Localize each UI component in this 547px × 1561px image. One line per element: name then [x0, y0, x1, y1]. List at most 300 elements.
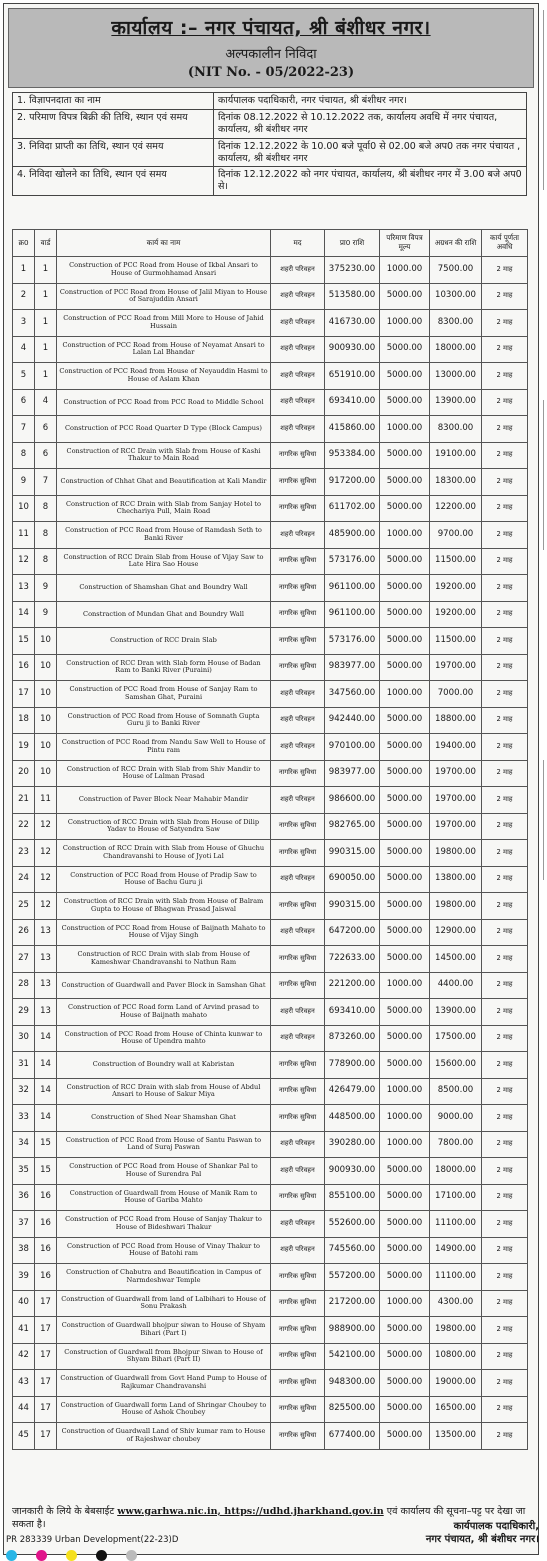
completion-period: 2 माह — [482, 601, 528, 628]
budget-head: नागरिक सुविधा — [271, 654, 325, 681]
completion-period: 2 माह — [482, 495, 528, 522]
estimated-amount: 961100.00 — [325, 575, 380, 602]
estimated-amount: 900930.00 — [325, 336, 380, 363]
estimated-amount: 677400.00 — [325, 1423, 380, 1450]
serial-number: 14 — [13, 601, 35, 628]
estimated-amount: 426479.00 — [325, 1078, 380, 1105]
bq-cost: 1000.00 — [380, 1131, 430, 1158]
work-name: Constraction of Mundan Ghat and Boundry Wall — [57, 601, 271, 628]
budget-head: नागरिक सुविधा — [271, 760, 325, 787]
bq-cost: 5000.00 — [380, 866, 430, 893]
work-name: Construction of Guardwall from House of Manik Ram to House of Gariba Mahto — [57, 1184, 271, 1211]
budget-head: नागरिक सुविधा — [271, 442, 325, 469]
info-row — [13, 93, 527, 110]
completion-period: 2 माह — [482, 760, 528, 787]
serial-number: 44 — [13, 1396, 35, 1423]
serial-number: 17 — [13, 681, 35, 708]
completion-period: 2 माह — [482, 893, 528, 920]
serial-number: 39 — [13, 1264, 35, 1291]
budget-head: नागरिक सुविधा — [271, 601, 325, 628]
work-name: Construction of Guardwall bhojpur siwan to House of Shyam Bihari (Part I) — [57, 1317, 271, 1344]
serial-number: 30 — [13, 1025, 35, 1052]
info-value: दिनांक 08.12.2022 से 10.12.2022 तक, कार्यालय अवधि में नगर पंचायत, कार्यालय, श्री बंशीधर नगर — [214, 109, 527, 138]
earnest-money: 19800.00 — [430, 840, 482, 867]
tender-info-table — [12, 92, 527, 196]
ward-number: 13 — [35, 972, 57, 999]
table-row — [13, 1184, 528, 1211]
table-row — [13, 1317, 528, 1344]
col-head-header: मद — [271, 230, 325, 257]
table-row — [13, 1131, 528, 1158]
ward-number: 1 — [35, 336, 57, 363]
completion-period: 2 माह — [482, 1025, 528, 1052]
budget-head: नागरिक सुविधा — [271, 813, 325, 840]
earnest-money: 8300.00 — [430, 416, 482, 443]
work-name: Construction of PCC Road from House of Vinay Thakur to House of Batohi ram — [57, 1237, 271, 1264]
estimated-amount: 873260.00 — [325, 1025, 380, 1052]
ward-number: 10 — [35, 707, 57, 734]
work-name: Construction of RCC Drain with Slab from House of Dilip Yadav to House of Satyendra Saw — [57, 813, 271, 840]
nit-number: (NIT No. - 05/2022-23) — [187, 65, 355, 80]
table-row — [13, 893, 528, 920]
column-rule — [543, 10, 544, 190]
earnest-money: 10300.00 — [430, 283, 482, 310]
earnest-money: 18300.00 — [430, 469, 482, 496]
bq-cost: 5000.00 — [380, 1025, 430, 1052]
estimated-amount: 722633.00 — [325, 946, 380, 973]
budget-head: शहरी परिवहन — [271, 310, 325, 337]
ward-number: 10 — [35, 654, 57, 681]
work-name: Construction of Chhat Ghat and Beautification at Kali Mandir — [57, 469, 271, 496]
work-name: Construction of PCC Road from House of Chinta kunwar to House of Upendra mahto — [57, 1025, 271, 1052]
table-row — [13, 1078, 528, 1105]
bq-cost: 1000.00 — [380, 416, 430, 443]
budget-head: शहरी परिवहन — [271, 283, 325, 310]
registration-dot — [6, 1550, 17, 1561]
footer-info-suffix: एवं कार्यालय की सूचना–पट्ट पर देखा जा सकता है। — [12, 1506, 526, 1530]
earnest-money: 13800.00 — [430, 866, 482, 893]
work-name: Construction of RCC Drain with Slab from Sanjay Hotel to Chechariya Pull, Main Road — [57, 495, 271, 522]
estimated-amount: 415860.00 — [325, 416, 380, 443]
serial-number: 25 — [13, 893, 35, 920]
bq-cost: 5000.00 — [380, 813, 430, 840]
info-value: दिनांक 12.12.2022 को नगर पंचायत, कार्यालय, श्री बंशीधर नगर में 3.00 बजे अप0 से। — [214, 167, 527, 196]
table-row — [13, 283, 528, 310]
budget-head: शहरी परिवहन — [271, 1025, 325, 1052]
estimated-amount: 557200.00 — [325, 1264, 380, 1291]
budget-head: शहरी परिवहन — [271, 707, 325, 734]
estimated-amount: 552600.00 — [325, 1211, 380, 1238]
serial-number: 3 — [13, 310, 35, 337]
work-name: Construction of PCC Road from House of Baijnath Mahato to House of Vijay Singh — [57, 919, 271, 946]
info-row — [13, 138, 527, 167]
bq-cost: 5000.00 — [380, 1423, 430, 1450]
completion-period: 2 माह — [482, 866, 528, 893]
budget-head: शहरी परिवहन — [271, 522, 325, 549]
earnest-money: 19700.00 — [430, 654, 482, 681]
earnest-money: 19800.00 — [430, 893, 482, 920]
work-name: Construction of PCC Road form Land of Arvind prasad to House of Baijnath mahato — [57, 999, 271, 1026]
ward-number: 17 — [35, 1343, 57, 1370]
ward-number: 9 — [35, 601, 57, 628]
table-row — [13, 972, 528, 999]
table-row — [13, 442, 528, 469]
ward-number: 12 — [35, 813, 57, 840]
table-row — [13, 1025, 528, 1052]
column-rule — [543, 400, 544, 550]
ward-number: 1 — [35, 363, 57, 390]
col-ward-header: वार्ड — [35, 230, 57, 257]
table-row — [13, 999, 528, 1026]
completion-period: 2 माह — [482, 999, 528, 1026]
earnest-money: 12900.00 — [430, 919, 482, 946]
budget-head: नागरिक सुविधा — [271, 1423, 325, 1450]
serial-number: 28 — [13, 972, 35, 999]
estimated-amount: 647200.00 — [325, 919, 380, 946]
work-name: Construction of Guardwall from Govt Hand Pump to House of Rajkumar Chandravanshi — [57, 1370, 271, 1397]
work-name: Construction of RCC Drain with slab from House of Abdul Ansari to House of Sakur Miya — [57, 1078, 271, 1105]
signatory-designation: कार्यपालक पदाधिकारी, — [453, 1521, 539, 1532]
info-value: दिनांक 12.12.2022 के 10.00 बजे पूर्वा0 से 02.00 बजे अप0 तक नगर पंचायत , कार्यालय, श्री बंशीधर नगर — [214, 138, 527, 167]
ward-number: 13 — [35, 919, 57, 946]
ward-number: 17 — [35, 1370, 57, 1397]
completion-period: 2 माह — [482, 522, 528, 549]
earnest-money: 12200.00 — [430, 495, 482, 522]
signatory-office: नगर पंचायत, श्री बंशीधर नगर। — [425, 1534, 539, 1545]
bq-cost: 5000.00 — [380, 575, 430, 602]
bq-cost: 5000.00 — [380, 893, 430, 920]
earnest-money: 19800.00 — [430, 1317, 482, 1344]
ward-number: 12 — [35, 866, 57, 893]
ward-number: 16 — [35, 1264, 57, 1291]
budget-head: शहरी परिवहन — [271, 389, 325, 416]
registration-dot — [96, 1550, 107, 1561]
info-row — [13, 109, 527, 138]
serial-number: 29 — [13, 999, 35, 1026]
completion-period: 2 माह — [482, 1290, 528, 1317]
serial-number: 32 — [13, 1078, 35, 1105]
table-row — [13, 575, 528, 602]
work-name: Construction of PCC Road from Mill More to House of Jahid Hussain — [57, 310, 271, 337]
estimated-amount: 448500.00 — [325, 1105, 380, 1132]
earnest-money: 9000.00 — [430, 1105, 482, 1132]
completion-period: 2 माह — [482, 548, 528, 575]
ward-number: 16 — [35, 1237, 57, 1264]
estimated-amount: 988900.00 — [325, 1317, 380, 1344]
table-row — [13, 548, 528, 575]
budget-head: नागरिक सुविधा — [271, 1317, 325, 1344]
serial-number: 6 — [13, 389, 35, 416]
work-name: Construction of Guardwall from land of Lalbihari to House of Sonu Prakash — [57, 1290, 271, 1317]
earnest-money: 7500.00 — [430, 257, 482, 284]
table-row — [13, 734, 528, 761]
serial-number: 9 — [13, 469, 35, 496]
completion-period: 2 माह — [482, 336, 528, 363]
budget-head: नागरिक सुविधा — [271, 628, 325, 655]
table-row — [13, 1158, 528, 1185]
table-row — [13, 257, 528, 284]
serial-number: 1 — [13, 257, 35, 284]
budget-head: शहरी परिवहन — [271, 416, 325, 443]
budget-head: नागरिक सुविधा — [271, 1370, 325, 1397]
serial-number: 20 — [13, 760, 35, 787]
estimated-amount: 573176.00 — [325, 628, 380, 655]
estimated-amount: 416730.00 — [325, 310, 380, 337]
budget-head: शहरी परिवहन — [271, 363, 325, 390]
earnest-money: 19200.00 — [430, 601, 482, 628]
completion-period: 2 माह — [482, 1105, 528, 1132]
budget-head: नागरिक सुविधा — [271, 946, 325, 973]
budget-head: शहरी परिवहन — [271, 999, 325, 1026]
notice-type: अल्पकालीन निविदा — [225, 47, 317, 62]
serial-number: 36 — [13, 1184, 35, 1211]
serial-number: 42 — [13, 1343, 35, 1370]
earnest-money: 18000.00 — [430, 336, 482, 363]
budget-head: नागरिक सुविधा — [271, 840, 325, 867]
completion-period: 2 माह — [482, 257, 528, 284]
ward-number: 10 — [35, 760, 57, 787]
budget-head: नागरिक सुविधा — [271, 1078, 325, 1105]
estimated-amount: 900930.00 — [325, 1158, 380, 1185]
work-name: Construction of Guardwall from Bhojpur Siwan to House of Shyam Bihari (Part II) — [57, 1343, 271, 1370]
office-title: कार्यालय :– नगर पंचायत, श्री बंशीधर नगर। — [111, 17, 431, 39]
serial-number: 7 — [13, 416, 35, 443]
table-row — [13, 760, 528, 787]
earnest-money: 4300.00 — [430, 1290, 482, 1317]
completion-period: 2 माह — [482, 310, 528, 337]
estimated-amount: 745560.00 — [325, 1237, 380, 1264]
earnest-money: 11100.00 — [430, 1211, 482, 1238]
estimated-amount: 986600.00 — [325, 787, 380, 814]
budget-head: शहरी परिवहन — [271, 787, 325, 814]
estimated-amount: 390280.00 — [325, 1131, 380, 1158]
work-name: Construction of PCC Road from House of Neyauddin Hasmi to House of Aslam Khan — [57, 363, 271, 390]
serial-number: 2 — [13, 283, 35, 310]
completion-period: 2 माह — [482, 575, 528, 602]
ward-number: 15 — [35, 1131, 57, 1158]
completion-period: 2 माह — [482, 1237, 528, 1264]
earnest-money: 13500.00 — [430, 1423, 482, 1450]
work-name: Construction of PCC Road from House of Santu Paswan to Land of Suraj Paswan — [57, 1131, 271, 1158]
bq-cost: 5000.00 — [380, 1237, 430, 1264]
ward-number: 14 — [35, 1078, 57, 1105]
completion-period: 2 माह — [482, 1396, 528, 1423]
serial-number: 21 — [13, 787, 35, 814]
estimated-amount: 573176.00 — [325, 548, 380, 575]
serial-number: 19 — [13, 734, 35, 761]
ward-number: 10 — [35, 734, 57, 761]
ward-number: 15 — [35, 1158, 57, 1185]
estimated-amount: 970100.00 — [325, 734, 380, 761]
earnest-money: 14500.00 — [430, 946, 482, 973]
budget-head: शहरी परिवहन — [271, 1131, 325, 1158]
serial-number: 31 — [13, 1052, 35, 1079]
work-name: Construction of Boundry wall at Kabristan — [57, 1052, 271, 1079]
table-row — [13, 1423, 528, 1450]
ward-number: 14 — [35, 1052, 57, 1079]
bq-cost: 5000.00 — [380, 601, 430, 628]
completion-period: 2 माह — [482, 628, 528, 655]
estimated-amount: 982765.00 — [325, 813, 380, 840]
estimated-amount: 990315.00 — [325, 840, 380, 867]
earnest-money: 19100.00 — [430, 442, 482, 469]
completion-period: 2 माह — [482, 1423, 528, 1450]
completion-period: 2 माह — [482, 1078, 528, 1105]
budget-head: शहरी परिवहन — [271, 1158, 325, 1185]
completion-period: 2 माह — [482, 787, 528, 814]
ward-number: 14 — [35, 1025, 57, 1052]
work-name: Construction of Guardwall Land of Shiv kumar ram to House of Rajeshwar choubey — [57, 1423, 271, 1450]
table-row — [13, 310, 528, 337]
completion-period: 2 माह — [482, 946, 528, 973]
bq-cost: 5000.00 — [380, 1396, 430, 1423]
budget-head: नागरिक सुविधा — [271, 1184, 325, 1211]
serial-number: 35 — [13, 1158, 35, 1185]
info-label: 1. विज्ञापनदाता का नाम — [13, 93, 214, 110]
bq-cost: 5000.00 — [380, 363, 430, 390]
completion-period: 2 माह — [482, 654, 528, 681]
work-name: Construction of PCC Road from House of Ramdash Seth to Banki River — [57, 522, 271, 549]
serial-number: 5 — [13, 363, 35, 390]
bq-cost: 1000.00 — [380, 1105, 430, 1132]
earnest-money: 13900.00 — [430, 389, 482, 416]
completion-period: 2 माह — [482, 389, 528, 416]
bq-cost: 5000.00 — [380, 840, 430, 867]
table-row — [13, 866, 528, 893]
pr-code: PR 283339 Urban Development(22-23)D — [6, 1535, 179, 1545]
bq-cost: 5000.00 — [380, 389, 430, 416]
col-earnest-money-header: अग्रधन की राशि — [430, 230, 482, 257]
earnest-money: 17100.00 — [430, 1184, 482, 1211]
earnest-money: 15600.00 — [430, 1052, 482, 1079]
completion-period: 2 माह — [482, 1317, 528, 1344]
bq-cost: 5000.00 — [380, 336, 430, 363]
earnest-money: 7800.00 — [430, 1131, 482, 1158]
earnest-money: 19000.00 — [430, 1370, 482, 1397]
table-row — [13, 363, 528, 390]
earnest-money: 18800.00 — [430, 707, 482, 734]
completion-period: 2 माह — [482, 734, 528, 761]
ward-number: 17 — [35, 1423, 57, 1450]
budget-head: नागरिक सुविधा — [271, 972, 325, 999]
budget-head: शहरी परिवहन — [271, 681, 325, 708]
table-row — [13, 1396, 528, 1423]
serial-number: 18 — [13, 707, 35, 734]
works-table — [12, 229, 528, 1450]
ward-number: 17 — [35, 1396, 57, 1423]
earnest-money: 8300.00 — [430, 310, 482, 337]
work-name: Construction of PCC Road from PCC Road to Middle School — [57, 389, 271, 416]
table-row — [13, 628, 528, 655]
table-row — [13, 469, 528, 496]
work-name: Construction of PCC Road Quarter D Type (Block Campus) — [57, 416, 271, 443]
website-links[interactable]: www.garhwa.nic.in, https://udhd.jharkhand.gov.in — [117, 1506, 384, 1517]
budget-head: नागरिक सुविधा — [271, 1052, 325, 1079]
completion-period: 2 माह — [482, 813, 528, 840]
bq-cost: 5000.00 — [380, 1158, 430, 1185]
budget-head: शहरी परिवहन — [271, 734, 325, 761]
work-name: Construction of Paver Block Near Mahabir Mandir — [57, 787, 271, 814]
budget-head: शहरी परिवहन — [271, 866, 325, 893]
bq-cost: 5000.00 — [380, 1264, 430, 1291]
earnest-money: 10800.00 — [430, 1343, 482, 1370]
bq-cost: 1000.00 — [380, 972, 430, 999]
estimated-amount: 825500.00 — [325, 1396, 380, 1423]
column-rule — [543, 760, 544, 880]
ward-number: 13 — [35, 999, 57, 1026]
estimated-amount: 485900.00 — [325, 522, 380, 549]
table-row — [13, 389, 528, 416]
serial-number: 26 — [13, 919, 35, 946]
estimated-amount: 693410.00 — [325, 999, 380, 1026]
bq-cost: 5000.00 — [380, 946, 430, 973]
ward-number: 1 — [35, 257, 57, 284]
completion-period: 2 माह — [482, 972, 528, 999]
ward-number: 9 — [35, 575, 57, 602]
serial-number: 38 — [13, 1237, 35, 1264]
bq-cost: 5000.00 — [380, 283, 430, 310]
earnest-money: 13000.00 — [430, 363, 482, 390]
bq-cost: 5000.00 — [380, 442, 430, 469]
ward-number: 8 — [35, 548, 57, 575]
table-row — [13, 1237, 528, 1264]
serial-number: 33 — [13, 1105, 35, 1132]
bq-cost: 5000.00 — [380, 1317, 430, 1344]
registration-dot — [66, 1550, 77, 1561]
estimated-amount: 217200.00 — [325, 1290, 380, 1317]
estimated-amount: 542100.00 — [325, 1343, 380, 1370]
info-value: कार्यपालक पदाधिकारी, नगर पंचायत, श्री बंशीधर नगर। — [214, 93, 527, 110]
ward-number: 8 — [35, 522, 57, 549]
registration-dot — [36, 1550, 47, 1561]
budget-head: नागरिक सुविधा — [271, 1343, 325, 1370]
serial-number: 37 — [13, 1211, 35, 1238]
table-row — [13, 919, 528, 946]
completion-period: 2 माह — [482, 707, 528, 734]
bq-cost: 5000.00 — [380, 707, 430, 734]
bq-cost: 5000.00 — [380, 1184, 430, 1211]
earnest-money: 7000.00 — [430, 681, 482, 708]
work-name: Construction of Guardwall form Land of Shringar Choubey to House of Ashok Choubey — [57, 1396, 271, 1423]
completion-period: 2 माह — [482, 1343, 528, 1370]
ward-number: 4 — [35, 389, 57, 416]
completion-period: 2 माह — [482, 840, 528, 867]
serial-number: 15 — [13, 628, 35, 655]
bq-cost: 1000.00 — [380, 522, 430, 549]
serial-number: 24 — [13, 866, 35, 893]
estimated-amount: 983977.00 — [325, 654, 380, 681]
work-name: Construction of PCC Road from Nandu Saw Well to House of Pintu ram — [57, 734, 271, 761]
budget-head: नागरिक सुविधा — [271, 575, 325, 602]
budget-head: नागरिक सुविधा — [271, 1105, 325, 1132]
budget-head: नागरिक सुविधा — [271, 469, 325, 496]
work-name: Construction of Chabutra and Beautification in Campus of Narmdeshwar Temple — [57, 1264, 271, 1291]
budget-head: नागरिक सुविधा — [271, 1264, 325, 1291]
estimated-amount: 690050.00 — [325, 866, 380, 893]
estimated-amount: 347560.00 — [325, 681, 380, 708]
ward-number: 13 — [35, 946, 57, 973]
table-row — [13, 1264, 528, 1291]
bq-cost: 5000.00 — [380, 919, 430, 946]
work-name: Construction of PCC Road from House of Ikbal Ansari to House of Gurmohhamad Ansari — [57, 257, 271, 284]
work-name: Construction of RCC Drain with slab from House of Kameshwar Chandravanshi to Nathun Ram — [57, 946, 271, 973]
earnest-money: 18000.00 — [430, 1158, 482, 1185]
ward-number: 12 — [35, 893, 57, 920]
ward-number: 10 — [35, 681, 57, 708]
completion-period: 2 माह — [482, 1052, 528, 1079]
info-label: 3. निविदा प्राप्ती का तिथि, स्थान एवं समय — [13, 138, 214, 167]
estimated-amount: 221200.00 — [325, 972, 380, 999]
